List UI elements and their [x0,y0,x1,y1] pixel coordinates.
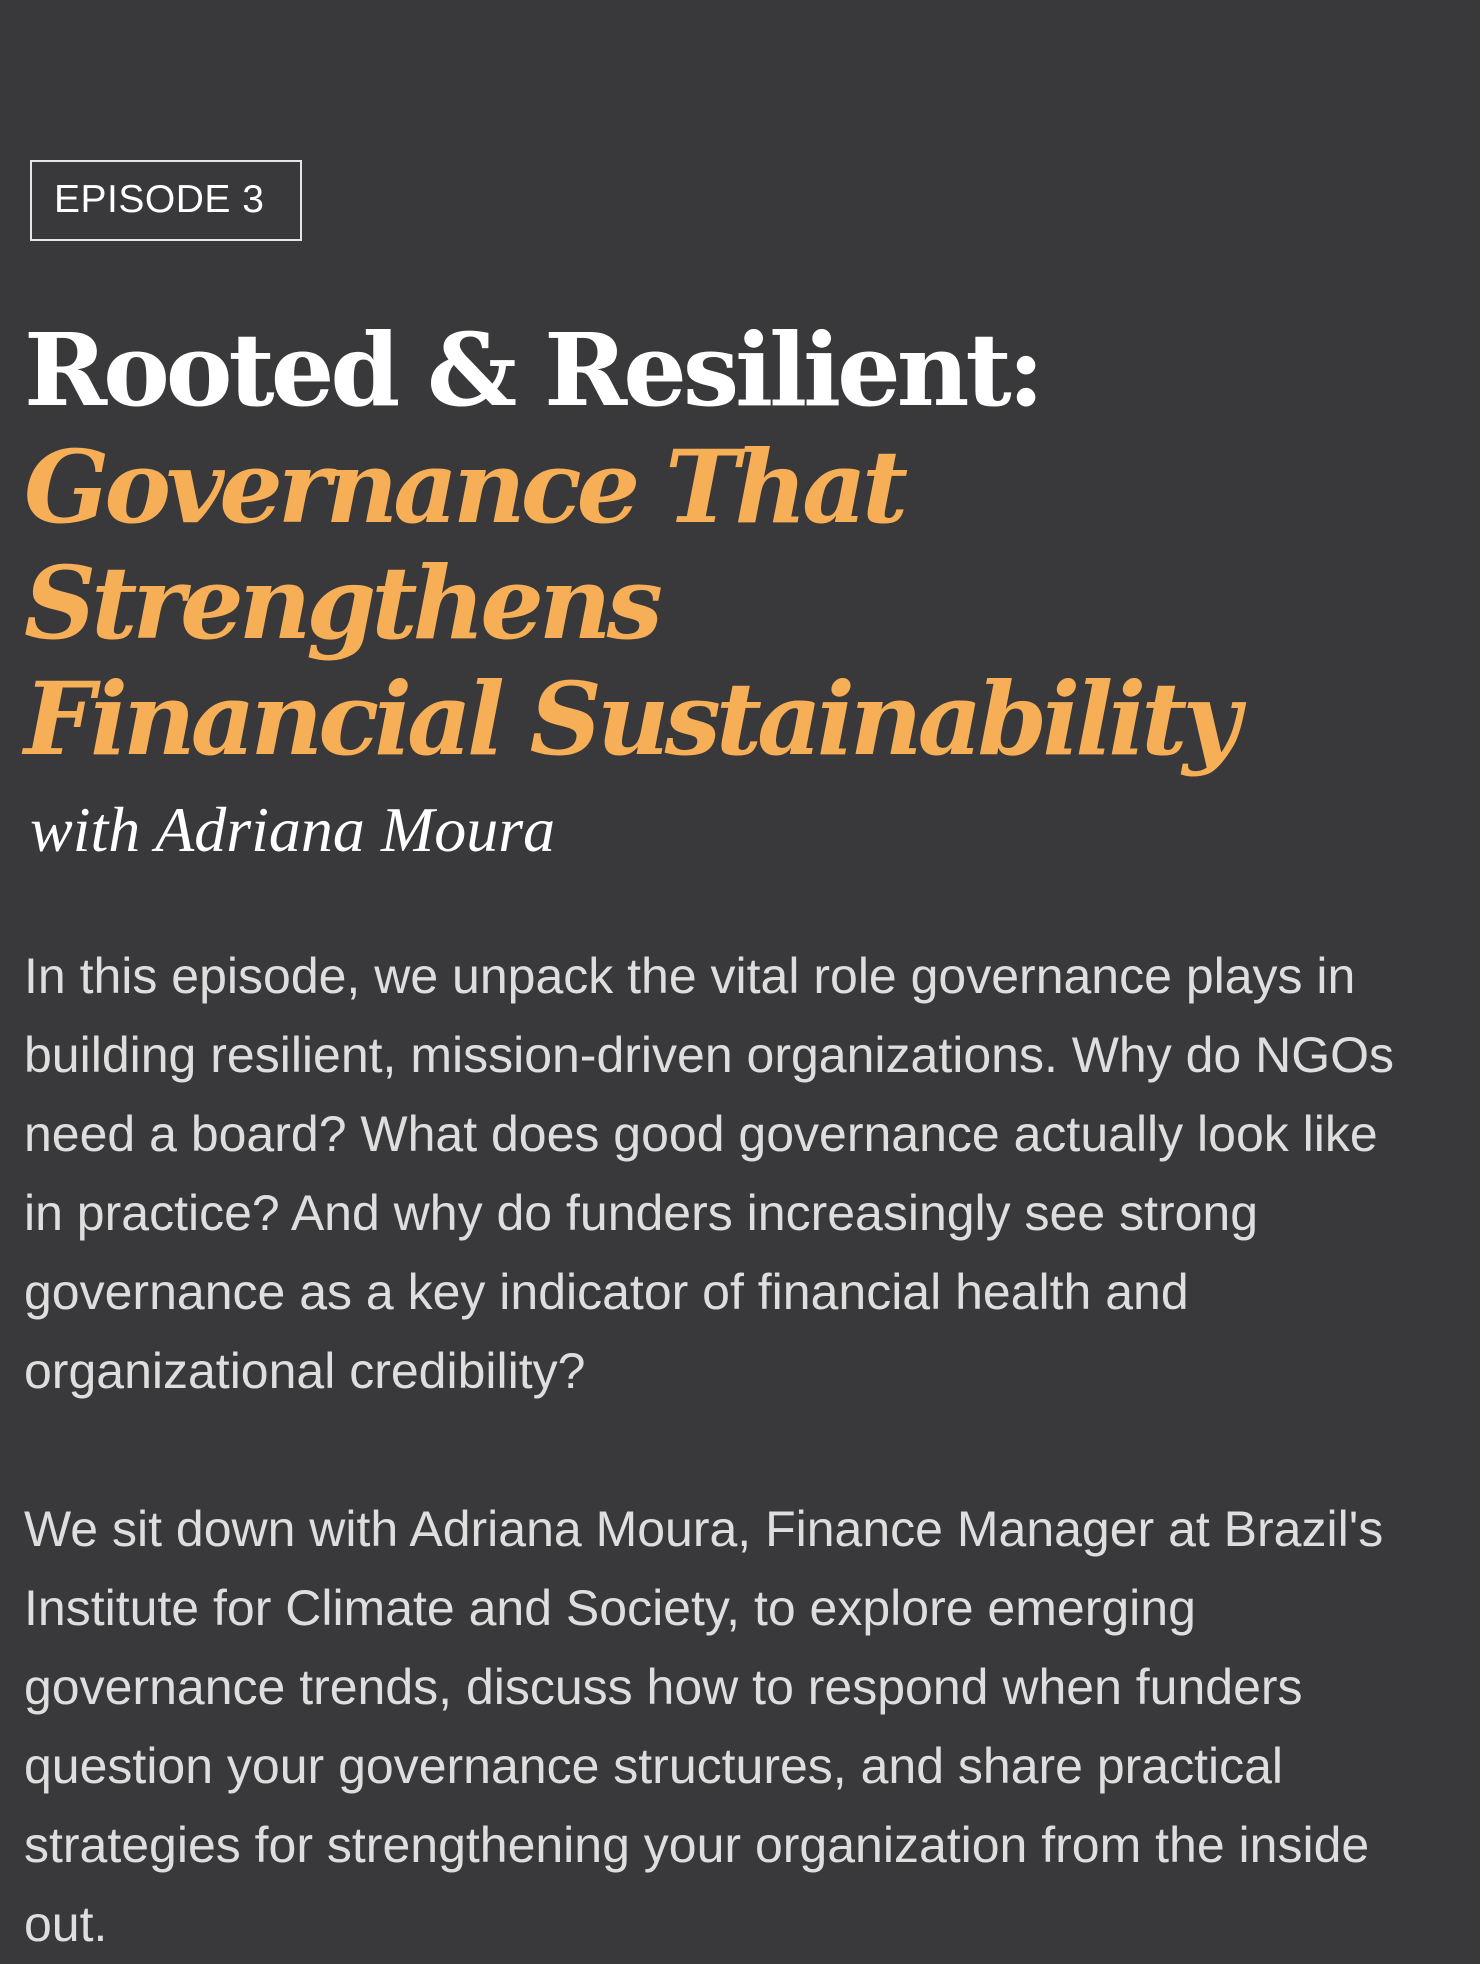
title-subtitle-line-1: Governance That Strengthens [24,428,904,662]
title-subtitle-line-2: Financial Sustainability [24,660,1236,778]
description-paragraph-1: In this episode, we unpack the vital role governance plays in building resilient, mission-driven organizations. Why do NGOs need a board? What does good governance actually look like in practice? And why do funders increasingly see strong governance as a key indicator of financial health and organizational credibility? [24,948,1395,1400]
episode-description [24,937,1424,1964]
episode-badge: EPISODE 3 [30,160,302,241]
guest-byline: with Adriana Moura [30,794,556,865]
episode-card [24,160,1464,1964]
episode-title [24,311,1464,777]
description-paragraph-2: We sit down with Adriana Moura, Finance Manager at Brazil's Institute for Climate and Society, to explore emerging governance trends, discuss how to respond when funders question your governance structures, and share practical strategies for strengthening your organization from the inside out. [24,1501,1384,1953]
title-main: Rooted & Resilient: [24,311,1041,429]
